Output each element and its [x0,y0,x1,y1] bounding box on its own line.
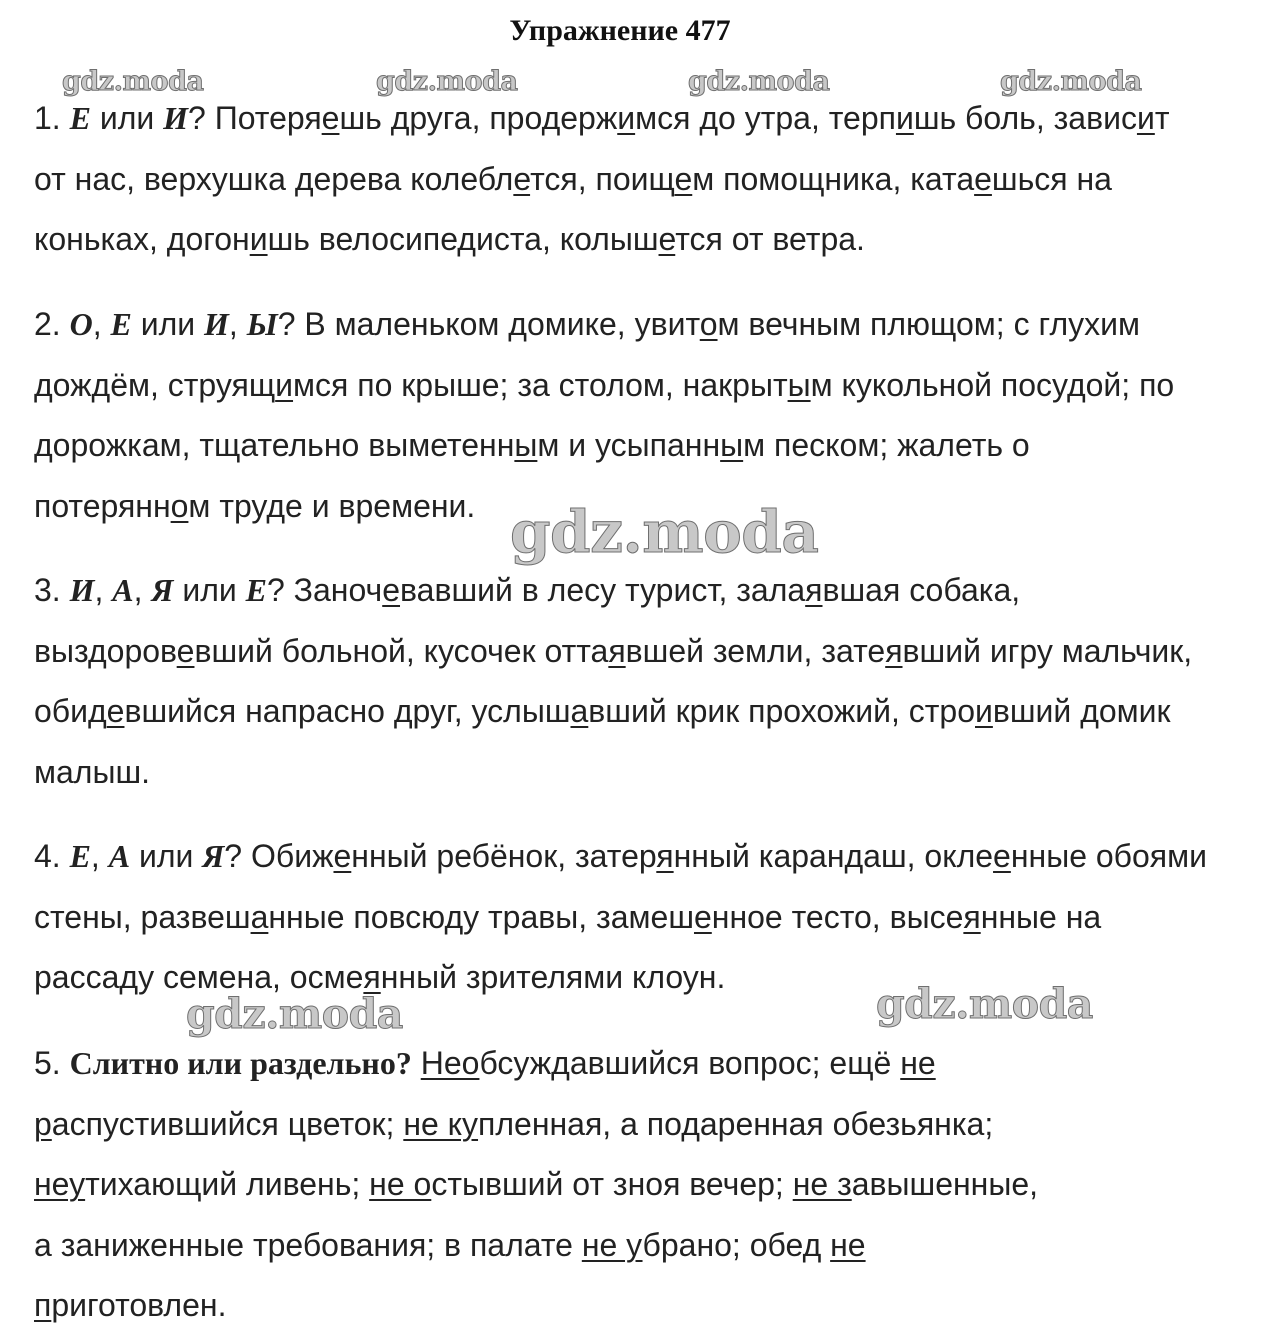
letter-option: Ы [246,306,278,342]
underlined-letter: не п [34,1226,866,1323]
underlined-letter: и [617,100,636,136]
letter-option: И [163,100,189,136]
text-segment: или [90,100,164,136]
text-segment: , [90,838,109,874]
letter-option: И [204,306,229,342]
page-title: Упражнение 477 [509,14,731,47]
text-segment: 5. [34,1045,70,1081]
letter-option: О [69,306,93,342]
text-segment: 3. [34,572,70,608]
underlined-letter: е [176,632,195,669]
letter-option: Я [151,572,174,608]
text-segment: нный зрителями клоун. [380,959,726,995]
text-segment: вшей земли, зате [625,632,886,669]
text-segment: 4. [34,838,70,874]
underlined-letter: о [699,306,718,342]
underlined-letter: и [975,693,993,729]
underlined-letter: я [363,959,381,995]
underlined-letter: е [321,100,340,136]
text-segment: шь велосипедиста, колыш [267,221,659,257]
underlined-letter: ы [514,427,538,463]
watermark: gdz.moda [1000,66,1142,97]
text-segment: стывший от зноя вечер; [431,1166,793,1202]
underlined-letter: е [513,160,531,197]
underlined-letter: и [249,221,268,257]
text-segment [412,1045,421,1081]
text-segment: м помощника, ката [692,160,975,197]
underlined-letter: я [805,572,823,608]
text-segment: вавший в лесу турист, зала [400,572,806,608]
text-segment: , [94,572,113,608]
watermark: gdz.moda [376,66,518,97]
watermark: gdz.moda [688,66,830,97]
text-segment: авышенные, а заниженные требования; в палате [34,1166,1039,1263]
underlined-letter: е [993,838,1011,874]
letter-option: Я [202,838,225,874]
underlined-letter: а [570,693,589,729]
text-segment: нный карандаш, окле [673,838,994,874]
text-segment: ? Обиж [224,838,334,874]
text-segment: м труде и времени. [188,487,476,524]
underlined-letter: и [1136,100,1155,136]
text-segment: или [130,838,203,874]
text-segment: шь друга, продерж [339,100,618,136]
watermark: gdz.moda [186,990,403,1038]
underlined-letter: не о [369,1166,432,1202]
underlined-letter: не у [581,1226,643,1263]
text-segment: 1. [34,100,70,136]
text-segment: бсуждавшийся вопрос; ещё [479,1045,901,1081]
underlined-letter: не ку [403,1105,479,1142]
underlined-letter: Нео [420,1045,480,1081]
underlined-letter: не з [792,1166,852,1202]
underlined-letter: е [658,221,676,257]
watermark: gdz.moda [876,980,1093,1028]
underlined-letter: е [106,693,125,729]
underlined-letter: и [895,100,914,136]
exercise-item-5 [34,1033,1054,1336]
text-segment: нные обоями стены, развеш [34,838,1207,935]
text-segment: 2. [34,306,70,342]
text-segment: риготовлен. [51,1287,227,1323]
exercise-item-4 [34,826,1224,1008]
underlined-letter: не р [34,1045,936,1142]
text-segment: брано; обед [642,1226,831,1263]
text-segment: м вечным плющом; с глухим дождём, струящ [34,306,1140,403]
underlined-letter: неу [34,1166,86,1202]
text-segment: вший домик малыш. [34,693,1171,790]
underlined-letter: я [656,838,674,874]
letter-option: Е [69,838,91,874]
underlined-letter: е [333,838,352,874]
text-segment: шь боль, завис [913,100,1137,136]
text-segment: нный ребёнок, затер [351,838,657,874]
text-segment: вший крик прохожий, стро [588,693,975,729]
underlined-letter: е [693,898,712,935]
letter-option: Е [245,572,267,608]
text-segment: вшийся напрасно друг, услыш [124,693,571,729]
text-segment: аспустившийся цветок; [51,1105,404,1142]
text-segment: нные на рассаду семена, осме [34,898,1102,995]
text-segment: или [173,572,246,608]
underlined-letter: и [275,366,294,403]
text-segment: тихающий ливень; [85,1166,370,1202]
underlined-letter: я [885,632,903,669]
text-segment: ? В маленьком домике, увит [277,306,700,342]
underlined-letter: ы [720,427,744,463]
text-segment: или [131,306,205,342]
watermark: gdz.moda [510,498,819,566]
text-segment: ? Заноч [266,572,383,608]
text-segment: нное тесто, высе [711,898,964,935]
text-segment: нные повсюду травы, замеш [268,898,694,935]
exercise-item-2 [34,294,1204,536]
text-segment: , [228,306,247,342]
text-segment: м песком; жалеть о потерянн [34,427,1030,524]
text-segment: шься на коньках, догон [34,160,1112,257]
letter-option: А [108,838,131,874]
text-segment: м и усыпанн [537,427,721,463]
text-segment: вший больной, кусочек отта [194,632,609,669]
underlined-letter: е [382,572,401,608]
text-segment: тся, поищ [530,160,675,197]
text-segment: мся до утра, терп [635,100,896,136]
underlined-letter: я [608,632,626,669]
watermark: gdz.moda [62,66,204,97]
text-segment: м кукольной посудой; по дорожкам, тщательно выметенн [34,366,1175,463]
text-segment: ? Потеря [188,100,322,136]
underlined-letter: а [250,898,269,935]
underlined-letter: ы [787,366,811,403]
text-segment: , [92,306,111,342]
text-segment: вший игру мальчик, обид [34,632,1193,729]
letter-option: И [69,572,95,608]
text-segment: мся по крыше; за столом, накрыт [293,366,788,403]
text-segment: , [133,572,152,608]
text-segment: вшая собака, выздоров [34,572,1021,669]
underlined-letter: о [170,487,189,524]
exercise-item-3 [34,560,1224,802]
text-segment: т от нас, верхушка дерева колебл [34,100,1170,197]
text-segment: пленная, а подаренная обезьянка; [478,1105,994,1142]
letter-option: Е [110,306,132,342]
underlined-letter: е [674,160,693,197]
underlined-letter: я [963,898,981,935]
letter-option: А [112,572,134,608]
task-question: Слитно или раздельно? [69,1045,412,1081]
text-segment: тся от ветра. [675,221,865,257]
letter-option: Е [69,100,91,136]
exercise-item-1 [34,88,1184,270]
underlined-letter: е [974,160,992,197]
